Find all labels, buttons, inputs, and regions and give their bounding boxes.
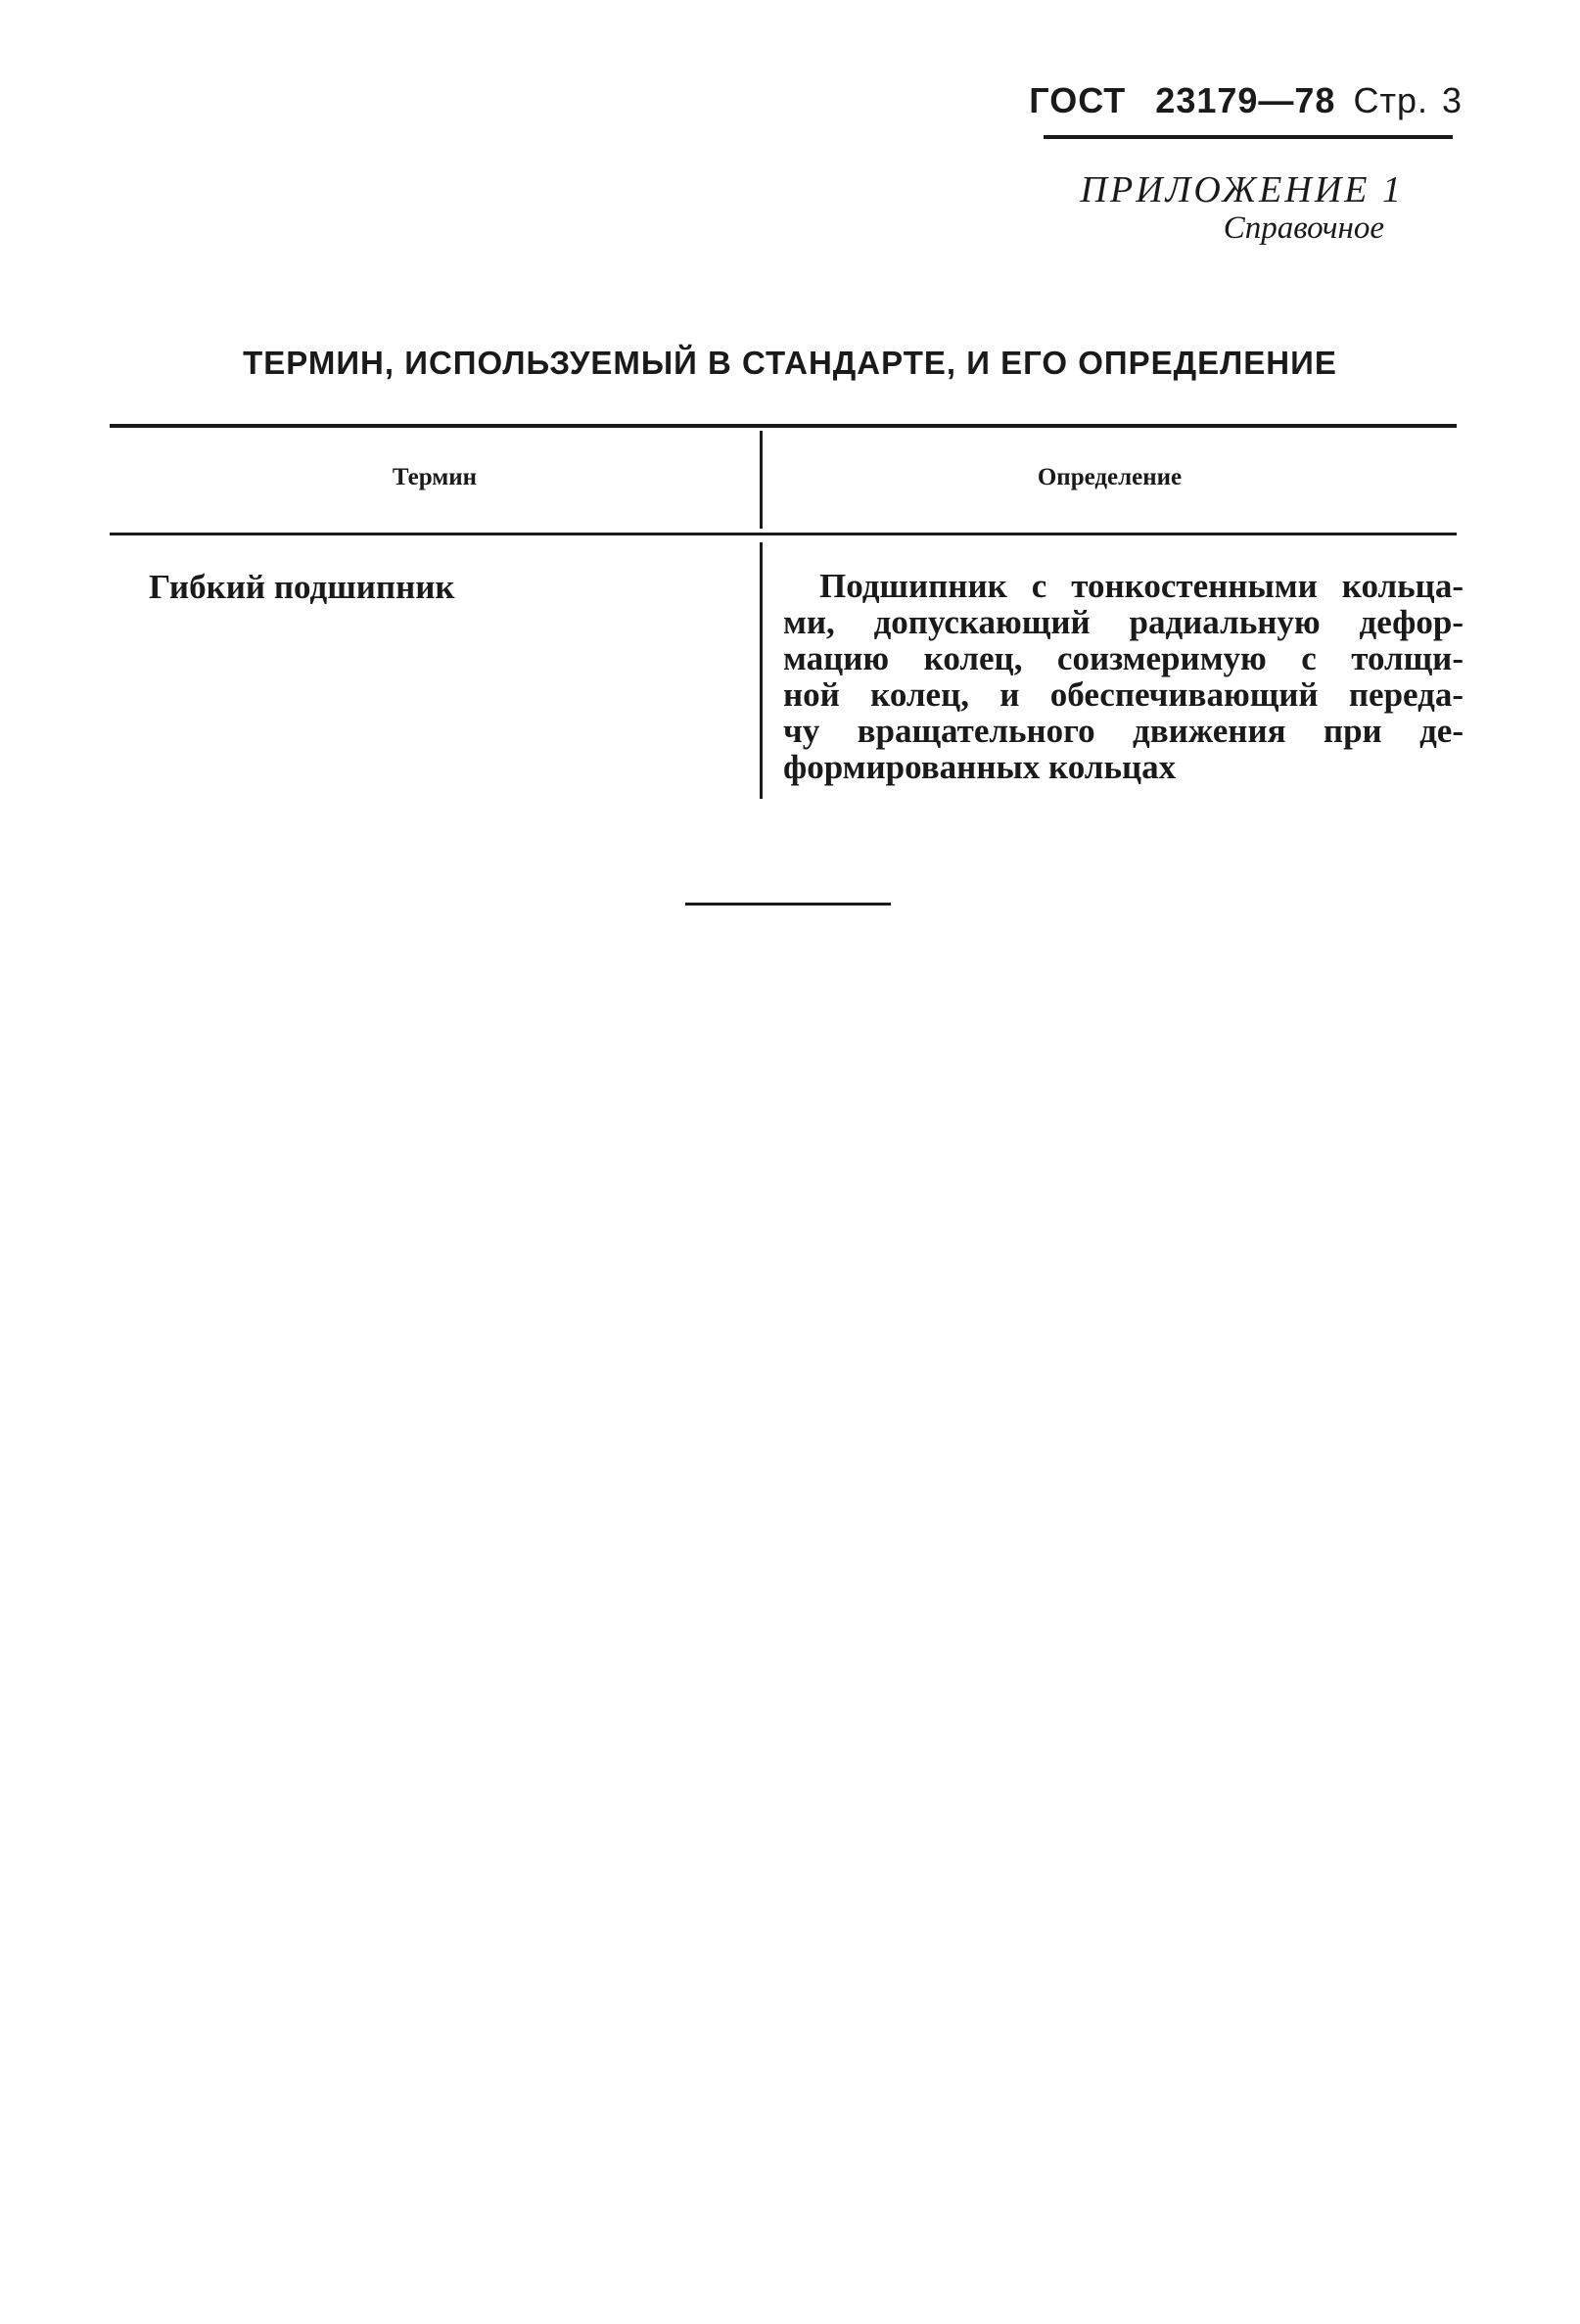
standard-number: 23179—78 [1155, 80, 1336, 120]
appendix-subtitle: Справочное [1223, 210, 1384, 246]
column-header-definition: Определение [1037, 464, 1183, 490]
definition-line: ми, допускающий радиальную дефор- [783, 603, 1464, 641]
standard-label: ГОСТ [1029, 80, 1127, 120]
definition-line: ной колец, и обеспечивающий переда- [783, 675, 1464, 714]
end-divider [685, 903, 891, 906]
document-title: ТЕРМИН, ИСПОЛЬЗУЕМЫЙ В СТАНДАРТЕ, И ЕГО ОПРЕДЕЛЕНИЕ [243, 345, 1337, 381]
table-header-rule [110, 533, 1457, 535]
table-top-rule [110, 424, 1457, 428]
column-header-term: Термин [392, 464, 478, 490]
definition-line: Подшипник с тонкостенными кольца- [819, 567, 1464, 605]
table-body-divider [760, 542, 763, 799]
definition-line: мацию колец, соизмеримую с толщи- [783, 639, 1464, 677]
definition-cell [783, 568, 1464, 785]
appendix-title: ПРИЛОЖЕНИЕ 1 [1080, 169, 1404, 210]
page-number: 3 [1441, 80, 1463, 120]
page-label: Стр. [1353, 80, 1428, 120]
header-divider [1044, 135, 1453, 139]
definition-line: формированных кольцах [783, 748, 1177, 786]
definition-line: чу вращательного движения при де- [783, 712, 1464, 750]
page-header [1029, 80, 1463, 121]
term-cell: Гибкий подшипник [149, 568, 455, 606]
